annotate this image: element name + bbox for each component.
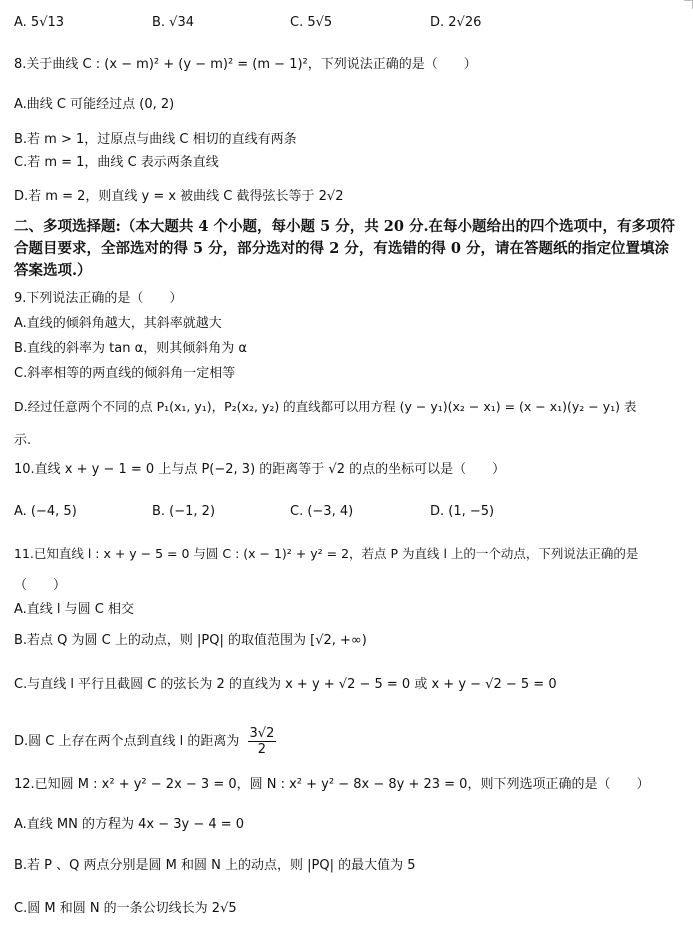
q8-option-d: D.若 m = 2，则直线 y = x 被曲线 C 截得弦长等于 2√2 (14, 189, 344, 204)
q9-option-a: A.直线的倾斜角越大，其斜率就越大 (14, 316, 222, 331)
q10-option-d: D. (1, −5) (430, 504, 495, 519)
q10-option-b: B. (−1, 2) (152, 504, 216, 519)
q7-option-a: A. 5√13 (14, 15, 65, 30)
q10-stem: 10.直线 x + y − 1 = 0 上与点 P(−2, 3) 的距离等于 √2 的点的坐标可以是（ ） (14, 462, 506, 477)
q12-option-c: C.圆 M 和圆 N 的一条公切线长为 2√5 (14, 901, 237, 916)
q8-option-a: A.曲线 C 可能经过点 (0, 2) (14, 97, 175, 112)
q11-option-d-text: D.圆 C 上存在两个点到直线 l 的距离为 (14, 734, 240, 749)
fraction-numerator: 3√2 (249, 726, 275, 741)
q9-option-c: C.斜率相等的两直线的倾斜角一定相等 (14, 366, 236, 381)
q12-stem: 12.已知圆 M : x² + y² − 2x − 3 = 0，圆 N : x² + y² − 8x − 8y + 23 = 0，则下列选项正确的是（ ） (14, 777, 650, 792)
q11-option-c: C.与直线 l 平行且截圆 C 的弦长为 2 的直线为 x + y + √2 − 5 = 0 或 x + y − √2 − 5 = 0 (14, 677, 557, 692)
section-2-heading: 二、多项选择题:（本大题共 4 个小题，每小题 5 分，共 20 分.在每小题给出的四个选项中，有多项符合题目要求，全部选对的得 5 分，部分选对的得 2 分，有选错的得 0 分，请在答题纸的指定位置填涂答案选项.） (14, 218, 676, 279)
q9-option-d-continued: 示. (14, 433, 32, 448)
q9-option-d: D.经过任意两个不同的点 P₁(x₁, y₁)，P₂(x₂, y₂) 的直线都可以用方程 (y − y₁)(x₂ − x₁) = (x − x₁)(y₂ − y₁) 表 (14, 399, 637, 414)
q11-stem: 11.已知直线 l : x + y − 5 = 0 与圆 C : (x − 1)² + y² = 2，若点 P 为直线 l 上的一个动点，下列说法正确的是 (14, 546, 639, 561)
q7-option-c: C. 5√5 (290, 15, 333, 30)
q12-option-b: B.若 P 、Q 两点分别是圆 M 和圆 N 上的动点，则 |PQ| 的最大值为 5 (14, 858, 416, 873)
q8-option-b: B.若 m > 1，过原点与曲线 C 相切的直线有两条 (14, 132, 297, 147)
q8-stem: 8.关于曲线 C : (x − m)² + (y − m)² = (m − 1)²，下列说法正确的是（ ） (14, 57, 477, 72)
q11-stem-continued: （ ） (14, 578, 67, 593)
fraction-denominator: 2 (257, 742, 267, 757)
q10-option-c: C. (−3, 4) (290, 504, 354, 519)
fraction (248, 726, 277, 757)
q7-option-d: D. 2√26 (430, 15, 482, 30)
q11-option-a: A.直线 l 与圆 C 相交 (14, 602, 135, 617)
q9-option-b: B.直线的斜率为 tan α，则其倾斜角为 α (14, 341, 247, 356)
q11-option-b: B.若点 Q 为圆 C 上的动点，则 |PQ| 的取值范围为 [√2, +∞) (14, 633, 367, 648)
q7-option-b: B. √34 (152, 15, 195, 30)
q11-option-d (14, 726, 276, 757)
q9-stem: 9.下列说法正确的是（ ） (14, 291, 183, 306)
q12-option-a: A.直线 MN 的方程为 4x − 3y − 4 = 0 (14, 817, 245, 832)
q10-option-a: A. (−4, 5) (14, 504, 77, 519)
page-corner-mark (684, 0, 693, 9)
q8-option-c: C.若 m = 1，曲线 C 表示两条直线 (14, 155, 219, 170)
